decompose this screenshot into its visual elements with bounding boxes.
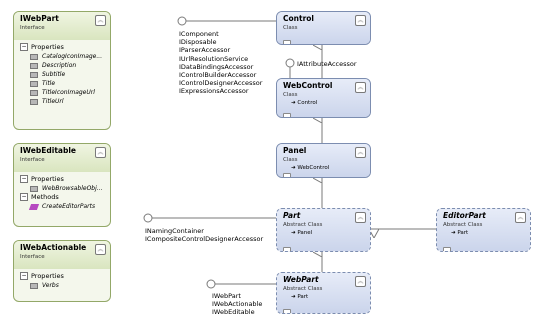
property-item[interactable] bbox=[14, 88, 110, 97]
panel-class-box[interactable] bbox=[276, 143, 371, 178]
interface-label: INamingContainer bbox=[145, 227, 204, 235]
double-chevron-up-icon[interactable]: ︽ bbox=[355, 82, 366, 93]
property-item[interactable] bbox=[14, 52, 110, 61]
class-stereotype: Abstract Class bbox=[443, 222, 483, 228]
webcontrol-interface-list bbox=[297, 60, 357, 68]
part-class-box[interactable] bbox=[276, 208, 371, 252]
webcontrol-lollipop-circle bbox=[286, 59, 294, 67]
interface-name: IWebPart bbox=[20, 14, 59, 23]
class-stereotype: Abstract Class bbox=[283, 286, 323, 292]
class-name: EditorPart bbox=[443, 211, 486, 220]
webpart-interface-list bbox=[212, 292, 262, 317]
double-chevron-up-icon[interactable]: ︽ bbox=[355, 147, 366, 158]
panel-header bbox=[277, 144, 370, 178]
collapsed-compartment-icon[interactable] bbox=[283, 173, 291, 178]
property-item[interactable] bbox=[14, 70, 110, 79]
control-lollipop-circle bbox=[178, 17, 186, 25]
class-stereotype: Class bbox=[283, 157, 298, 163]
double-chevron-up-icon[interactable]: ︽ bbox=[355, 276, 366, 287]
part-interface-list bbox=[145, 227, 263, 243]
control-interface-list bbox=[179, 30, 262, 96]
minus-toggle-icon[interactable]: − bbox=[21, 272, 27, 279]
property-icon bbox=[30, 54, 38, 60]
collapsed-compartment-icon[interactable] bbox=[283, 309, 291, 314]
interface-stereotype: Interface bbox=[20, 25, 45, 31]
property-label: Title bbox=[42, 80, 56, 87]
property-label: TitleIconImageUrl bbox=[42, 89, 95, 96]
properties-section-header[interactable] bbox=[14, 43, 110, 52]
minus-toggle-icon[interactable]: − bbox=[21, 175, 27, 182]
interface-label: IUrlResolutionService bbox=[179, 54, 249, 63]
parent-class-label: ➜ Control bbox=[291, 100, 318, 106]
interface-stereotype: Interface bbox=[20, 254, 45, 260]
editorpart-class-box[interactable] bbox=[436, 208, 531, 252]
part-lollipop-circle bbox=[144, 214, 152, 222]
property-item[interactable] bbox=[14, 281, 110, 290]
class-name: WebPart bbox=[283, 275, 319, 284]
double-chevron-up-icon[interactable]: ︽ bbox=[95, 15, 106, 26]
double-chevron-up-icon[interactable]: ︽ bbox=[515, 212, 526, 223]
property-label: TitleUrl bbox=[42, 98, 64, 105]
interface-label: IControlDesignerAccessor bbox=[179, 79, 263, 88]
webpart-lollipop-circle bbox=[207, 280, 215, 288]
property-item[interactable] bbox=[14, 79, 110, 88]
interface-label: IExpressionsAccessor bbox=[179, 87, 249, 96]
property-icon bbox=[30, 186, 38, 192]
class-name: Control bbox=[283, 14, 315, 23]
parent-class-name: Panel bbox=[297, 230, 313, 236]
interface-label: IWebPart bbox=[212, 292, 241, 300]
parent-class-name: Part bbox=[297, 294, 309, 300]
parent-class-label: ➜ Panel bbox=[291, 230, 313, 236]
webpart-header bbox=[277, 273, 370, 314]
section-label: Properties bbox=[31, 272, 64, 280]
property-icon bbox=[30, 81, 38, 87]
property-icon bbox=[30, 72, 38, 78]
methods-section-header[interactable] bbox=[14, 193, 110, 202]
interface-name: IWebActionable bbox=[20, 243, 87, 252]
webpart-class-box[interactable] bbox=[276, 272, 371, 314]
properties-section-header[interactable] bbox=[14, 175, 110, 184]
interface-label: IAttributeAccessor bbox=[297, 60, 357, 68]
method-icon bbox=[29, 204, 39, 210]
part-header bbox=[277, 209, 370, 252]
interface-label: IParserAccessor bbox=[179, 46, 231, 55]
property-icon bbox=[30, 90, 38, 96]
control-class-box[interactable] bbox=[276, 11, 371, 45]
section-label: Properties bbox=[31, 43, 64, 51]
interface-label: IWebActionable bbox=[212, 300, 263, 309]
class-stereotype: Class bbox=[283, 25, 298, 31]
interface-label: IWebEditable bbox=[212, 308, 255, 317]
method-item[interactable] bbox=[14, 202, 110, 211]
property-label: Verbs bbox=[42, 282, 59, 289]
interface-label: IComponent bbox=[179, 30, 219, 38]
webcontrol-header bbox=[277, 79, 370, 118]
editorpart-header bbox=[437, 209, 530, 252]
iwebactionable-interface-box[interactable] bbox=[13, 240, 111, 302]
properties-section-header[interactable] bbox=[14, 272, 110, 281]
class-stereotype: Class bbox=[283, 92, 298, 98]
interface-label: ICompositeControlDesignerAccessor bbox=[145, 235, 264, 244]
collapsed-compartment-icon[interactable] bbox=[443, 247, 451, 252]
collapsed-compartment-icon[interactable] bbox=[283, 247, 291, 252]
minus-toggle-icon[interactable]: − bbox=[21, 193, 27, 200]
property-item[interactable] bbox=[14, 61, 110, 70]
double-chevron-up-icon[interactable]: ︽ bbox=[95, 147, 106, 158]
parent-class-name: WebControl bbox=[297, 165, 330, 171]
interface-stereotype: Interface bbox=[20, 157, 45, 163]
iwebactionable-body bbox=[14, 269, 110, 290]
webcontrol-class-box[interactable] bbox=[276, 78, 371, 118]
minus-toggle-icon[interactable]: − bbox=[21, 43, 27, 50]
property-item[interactable] bbox=[14, 184, 110, 193]
double-chevron-up-icon[interactable]: ︽ bbox=[355, 212, 366, 223]
class-name: Part bbox=[283, 211, 301, 220]
double-chevron-up-icon[interactable]: ︽ bbox=[95, 244, 106, 255]
class-stereotype: Abstract Class bbox=[283, 222, 323, 228]
section-label: Methods bbox=[31, 193, 59, 201]
class-name: WebControl bbox=[283, 81, 333, 90]
interface-label: IControlBuilderAccessor bbox=[179, 71, 257, 80]
double-chevron-up-icon[interactable]: ︽ bbox=[355, 15, 366, 26]
iwebpart-header bbox=[14, 12, 110, 40]
iwebactionable-header bbox=[14, 241, 110, 269]
property-label: Description bbox=[42, 62, 77, 69]
parent-class-label: ➜ Part bbox=[291, 294, 309, 300]
interface-label: IDataBindingsAccessor bbox=[179, 62, 254, 71]
property-label: Subtitle bbox=[42, 71, 66, 78]
collapsed-compartment-icon[interactable] bbox=[283, 113, 291, 118]
interface-label: IDisposable bbox=[179, 38, 217, 47]
parent-class-name: Control bbox=[297, 100, 318, 106]
iwebpart-body bbox=[14, 40, 110, 106]
section-label: Properties bbox=[31, 175, 64, 183]
property-label: CatalogIconImage... bbox=[42, 53, 103, 60]
iwebeditable-body bbox=[14, 172, 110, 211]
property-icon bbox=[30, 63, 38, 69]
iwebpart-interface-box[interactable] bbox=[13, 11, 111, 130]
class-name: Panel bbox=[283, 146, 307, 155]
property-item[interactable] bbox=[14, 97, 110, 106]
iwebeditable-interface-box[interactable] bbox=[13, 143, 111, 227]
interface-name: IWebEditable bbox=[20, 146, 76, 155]
parent-class-name: Part bbox=[457, 230, 469, 236]
property-label: WebBrowsableObj... bbox=[42, 185, 103, 192]
iwebeditable-header bbox=[14, 144, 110, 172]
property-icon bbox=[30, 99, 38, 105]
parent-class-label: ➜ Part bbox=[451, 230, 469, 236]
collapsed-compartment-icon[interactable] bbox=[283, 40, 291, 45]
method-label: CreateEditorParts bbox=[42, 203, 96, 210]
control-header bbox=[277, 12, 370, 45]
property-icon bbox=[30, 283, 38, 289]
parent-class-label: ➜ WebControl bbox=[291, 165, 330, 171]
